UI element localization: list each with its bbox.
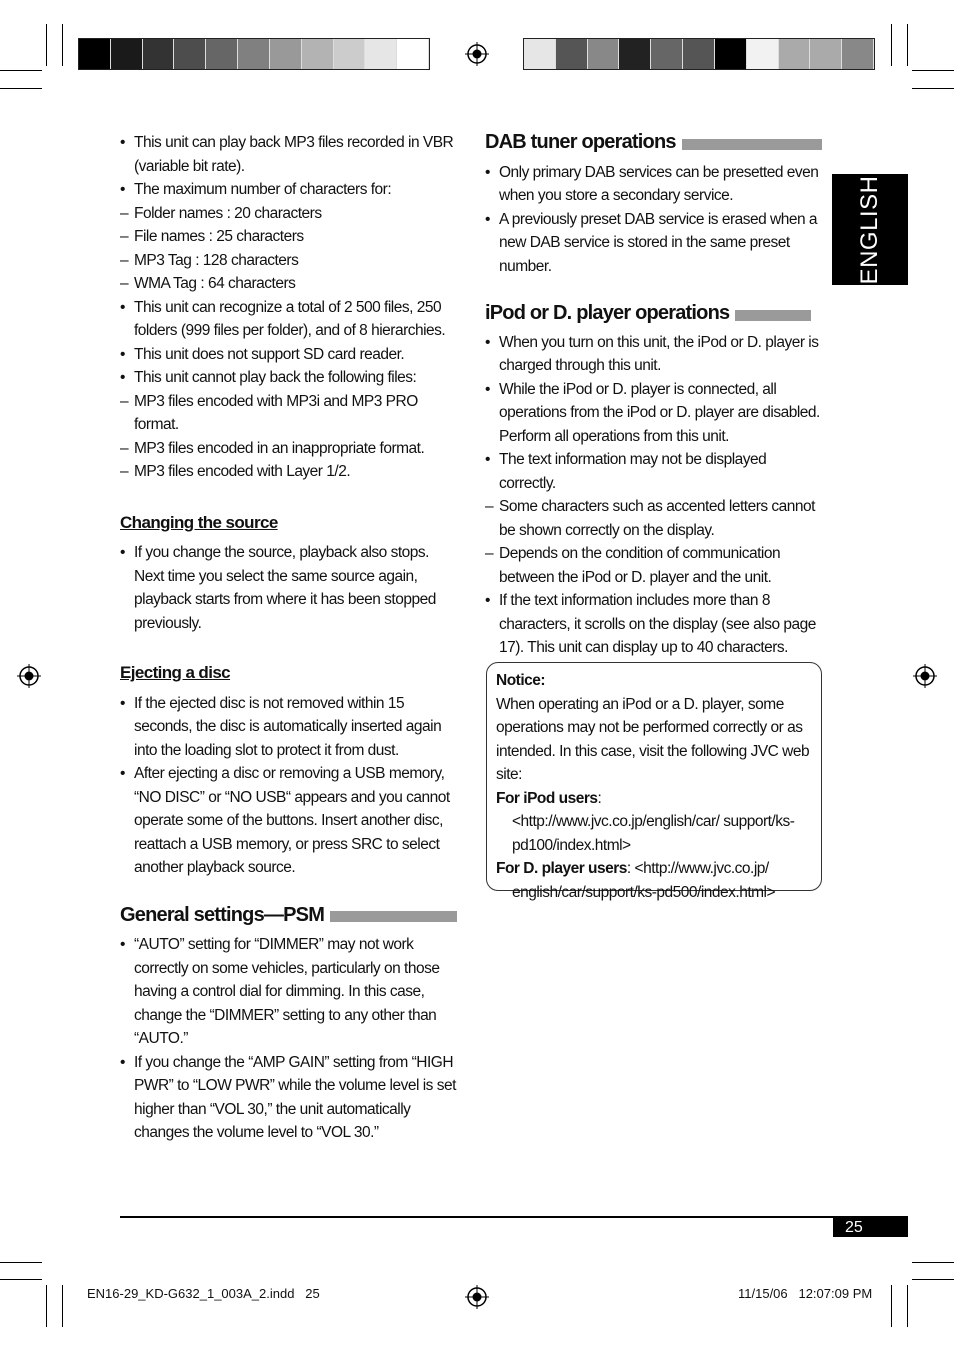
ipod-heading <box>485 302 811 326</box>
list-item-text: While the iPod or D. player is connected, all operations from the iPod or D. player are disabled. Perform all operations from this unit. <box>499 380 820 445</box>
crop-mark <box>912 1262 954 1263</box>
changing-source-heading: Changing the source <box>120 512 278 532</box>
crop-mark <box>0 1279 42 1280</box>
footer-timestamp: 11/15/06 12:07:09 PM <box>738 1286 873 1301</box>
crop-mark <box>891 1285 892 1327</box>
sublist-item: – MP3 files encoded in an inappropriate format. <box>120 437 460 461</box>
list-item: • If you change the source, playback also stops. Next time you select the same source again, playback starts from where it has been stopped previously. <box>120 541 460 635</box>
color-swatch <box>365 39 397 69</box>
registration-mark-icon <box>465 1285 489 1309</box>
dash-sublist <box>485 495 822 589</box>
general-settings-list <box>120 933 460 1145</box>
list-item: • “AUTO” setting for “DIMMER” may not work correctly on some vehicles, particularly on those having a control dial for dimming. In this case, change the “DIMMER” setting to any other than “AUTO.” <box>120 933 460 1051</box>
color-swatch <box>302 39 334 69</box>
list-item <box>120 366 460 484</box>
color-swatch <box>556 39 588 69</box>
list-item <box>120 131 460 178</box>
list-item-text: The maximum number of characters for: <box>134 181 392 198</box>
crop-mark <box>62 1285 63 1327</box>
list-item: • A previously preset DAB service is erased when a new DAB service is stored in the same preset number. <box>485 208 822 279</box>
crop-mark <box>46 1285 47 1327</box>
crop-mark <box>907 1285 908 1327</box>
heading-bar <box>735 310 811 321</box>
notice-dplayer-line <box>496 857 812 904</box>
notice-dplayer-label: For D. player users <box>496 860 627 877</box>
sublist-item: – MP3 Tag : 128 characters <box>120 249 460 273</box>
color-swatch <box>651 39 683 69</box>
notice-ipod-label: For iPod users <box>496 789 598 807</box>
dash-sublist <box>120 390 460 484</box>
registration-mark-icon <box>913 664 937 688</box>
list-item: • After ejecting a disc or removing a USB memory, “NO DISC” or “NO USB“ appears and you cannot operate some of the buttons. Insert another disc, reattach a USB memory, or press SRC to select another playback source. <box>120 762 460 880</box>
sublist-item: – File names : 25 characters <box>120 225 460 249</box>
list-item-text: This unit can recognize a total of 2 500 files, 250 folders (999 files per folder), and of 8 hierarchies. <box>134 298 446 339</box>
notice-box <box>486 662 822 901</box>
crop-mark <box>62 24 63 66</box>
color-swatch <box>143 39 175 69</box>
list-item <box>120 296 460 343</box>
general-settings-title: General settings—PSM <box>120 903 325 926</box>
color-swatch <box>111 39 143 69</box>
crop-mark <box>912 88 954 89</box>
page-number: 25 <box>833 1218 908 1237</box>
color-swatch <box>747 39 779 69</box>
list-item <box>485 378 822 449</box>
color-swatch <box>174 39 206 69</box>
crop-mark <box>912 1279 954 1280</box>
crop-mark <box>912 70 954 71</box>
sublist-item: – MP3 files encoded with Layer 1/2. <box>120 460 460 484</box>
list-item: • Only primary DAB services can be presetted even when you store a secondary service. <box>485 161 822 208</box>
list-item-text: When you turn on this unit, the iPod or D. player is charged through this unit. <box>499 333 819 374</box>
color-swatch <box>238 39 270 69</box>
right-column <box>485 131 822 660</box>
crop-mark <box>0 70 42 71</box>
language-tab <box>832 174 908 285</box>
heading-bar <box>682 139 822 150</box>
ipod-list <box>485 331 822 660</box>
color-swatch-bar-right <box>523 38 875 70</box>
color-swatch <box>397 39 429 69</box>
sublist-item: – MP3 files encoded with MP3i and MP3 PRO format. <box>120 390 460 437</box>
notice-title: Notice: <box>496 672 546 689</box>
color-swatch <box>715 39 747 69</box>
crop-mark <box>907 24 908 66</box>
color-swatch <box>524 39 556 69</box>
color-swatch <box>79 39 111 69</box>
list-item <box>485 331 822 378</box>
list-item: • If you change the “AMP GAIN” setting from “HIGH PWR” to “LOW PWR” while the volume level is set higher than “VOL 30,” the unit automatically changes the volume level to “VOL 30.” <box>120 1051 460 1145</box>
list-item-text: This unit can play back MP3 files recorded in VBR (variable bit rate). <box>134 134 454 175</box>
sublist-item: – Folder names : 20 characters <box>120 202 460 226</box>
list-item <box>120 178 460 296</box>
notice-ipod-line <box>496 787 812 858</box>
dash-sublist <box>120 202 460 296</box>
dab-heading <box>485 131 822 155</box>
left-column <box>120 131 460 1145</box>
crop-mark <box>0 88 42 89</box>
list-item: • If the ejected disc is not removed within 15 seconds, the disc is automatically inserted again into the loading slot to protect it from dust. <box>120 692 460 763</box>
color-swatch <box>588 39 620 69</box>
color-swatch <box>779 39 811 69</box>
ejecting-disc-heading: Ejecting a disc <box>120 663 231 682</box>
ejecting-disc-list <box>120 692 460 880</box>
changing-source-list <box>120 541 460 635</box>
registration-mark-icon <box>17 664 41 688</box>
list-item-text: If the text information includes more than 8 characters, it scrolls on the display (see also page 17). This unit can display up to 40 characters. <box>499 592 816 656</box>
sublist-item: – Some characters such as accented letters cannot be shown correctly on the display. <box>485 495 822 542</box>
heading-bar <box>330 911 457 922</box>
color-swatch <box>810 39 842 69</box>
dab-list <box>485 161 822 279</box>
language-tab-label: ENGLISH <box>856 175 883 284</box>
crop-mark <box>0 1262 42 1263</box>
color-swatch <box>334 39 366 69</box>
notice-dplayer-url: : <http://www.jvc.co.jp/ english/car/support/ks-pd500/index.html> <box>512 860 776 901</box>
color-swatch <box>619 39 651 69</box>
color-swatch-bar-left <box>78 38 430 70</box>
notice-body: When operating an iPod or a D. player, some operations may not be performed correctly or as intended. In this case, visit the following JVC web site: <box>496 695 810 783</box>
footer-file-info: EN16-29_KD-G632_1_003A_2.indd 25 <box>87 1286 320 1301</box>
color-swatch <box>842 39 874 69</box>
list-item <box>485 589 822 660</box>
crop-mark <box>891 24 892 66</box>
intro-bullet-list <box>120 131 460 484</box>
sublist-item: – Depends on the condition of communication between the iPod or D. player and the unit. <box>485 542 822 589</box>
bottom-rule <box>120 1216 908 1218</box>
ipod-title: iPod or D. player operations <box>485 302 730 324</box>
registration-mark-icon <box>465 42 489 66</box>
list-item <box>120 343 460 367</box>
list-item-text: This unit does not support SD card reader. <box>134 345 405 363</box>
crop-mark <box>46 24 47 66</box>
general-settings-heading <box>120 904 457 928</box>
list-item-text: This unit cannot play back the following files: <box>134 369 417 386</box>
color-swatch <box>683 39 715 69</box>
sublist-item: – WMA Tag : 64 characters <box>120 272 460 296</box>
color-swatch <box>206 39 238 69</box>
list-item-text: The text information may not be displayed correctly. <box>499 451 767 492</box>
list-item <box>485 448 822 589</box>
dab-title: DAB tuner operations <box>485 131 676 153</box>
notice-ipod-url: : <http://www.jvc.co.jp/english/car/ support/ks-pd100/index.html> <box>512 789 795 854</box>
color-swatch <box>270 39 302 69</box>
